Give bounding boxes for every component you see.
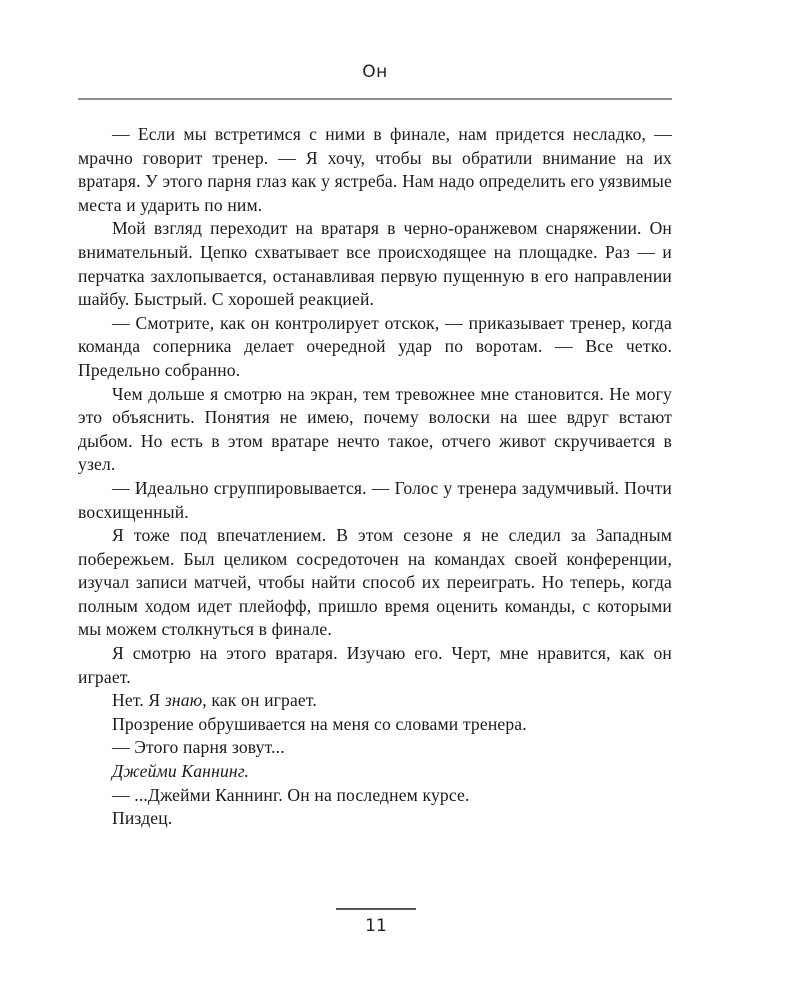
paragraph	[78, 524, 672, 642]
paragraph	[78, 736, 672, 760]
body-text	[78, 123, 672, 831]
text-run: Я смотрю на этого вратаря. Изучаю его. Черт, мне нравится, как он играет.	[78, 643, 672, 687]
text-run: — ...Джейми Каннинг. Он на последнем курсе.	[112, 784, 470, 805]
paragraph	[78, 477, 672, 524]
paragraph	[78, 807, 672, 831]
paragraph	[78, 642, 672, 689]
text-run: Я тоже под впечатлением. В этом сезоне я не следил за Западным побережьем. Был целиком сосредоточен на командах своей конференции, изучал записи матчей, чтобы найти способ их переиграть. Но теперь, когда полным ходом идет плейофф, пришло время оценить команды, с которыми мы можем столкнуться в финале.	[78, 525, 672, 640]
text-run: — Этого парня зовут...	[112, 737, 285, 758]
page-number: 11	[365, 916, 387, 936]
running-head: Он	[362, 62, 388, 82]
text-run: — Идеально сгруппировывается. — Голос у тренера задумчивый. Почти восхищенный.	[78, 477, 672, 522]
paragraph	[78, 312, 672, 383]
text-run: — Если мы встретимся с ними в финале, нам придется несладко, — мрачно говорит тренер. — Я хочу, чтобы вы обратили внимание на их вратаря. У этого парня глаз как у ястреба. Нам надо определить его уязвимые места и ударить по ним.	[78, 124, 672, 215]
paragraph	[78, 383, 672, 477]
paragraph	[78, 689, 672, 713]
footer-rule	[336, 908, 416, 910]
text-run: Нет. Я	[112, 690, 165, 711]
paragraph	[78, 217, 672, 311]
text-run: , как он играет.	[202, 690, 317, 711]
paragraph	[78, 713, 672, 737]
text-run: Пиздец.	[112, 808, 173, 829]
text-run: Мой взгляд переходит на вратаря в черно-оранжевом снаряжении. Он внимательный. Цепко схватывает все происходящее на площадке. Раз — и перчатка захлопывается, останавливая первую пущенную в его направлении шайбу. Быстрый. С хорошей реакцией.	[78, 218, 672, 310]
paragraph	[78, 123, 672, 217]
header-rule	[78, 98, 672, 100]
italic-text: Джейми Каннинг.	[112, 761, 250, 782]
paragraph	[78, 784, 672, 808]
text-run: Прозрение обрушивается на меня со словами тренера.	[112, 713, 527, 734]
italic-text: знаю	[164, 690, 203, 711]
paragraph	[78, 760, 672, 784]
text-run: Чем дольше я смотрю на экран, тем тревожнее мне становится. Не могу это объяснить. Понятия не имею, почему волоски на шее вдруг встают дыбом. Но есть в этом вратаре нечто такое, отчего живот скручивается в узел.	[78, 383, 672, 475]
text-run: — Смотрите, как он контролирует отскок, — приказывает тренер, когда команда соперника делает очередной удар по воротам. — Все четко. Предельно собранно.	[78, 312, 672, 380]
